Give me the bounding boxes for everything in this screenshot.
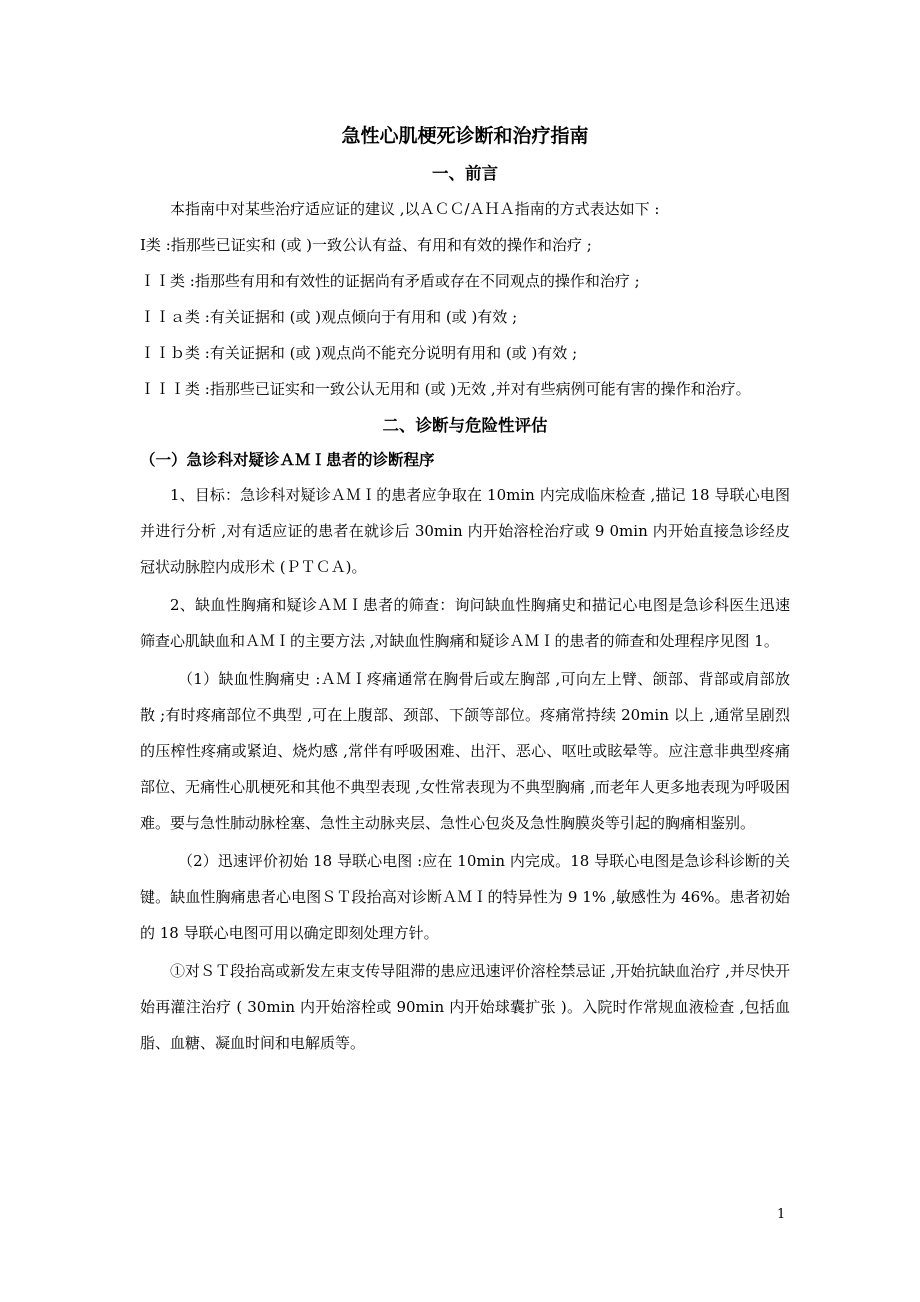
paragraph-goal: 1、目标：急诊科对疑诊ＡＭＩ的患者应争取在 10min 内完成临床检查 ,描记 18 导联心电图并进行分析 ,对有适应证的患者在就诊后 30min 内开始溶栓治疗或 9 0min 内开始直接急诊经皮冠状动脉腔内成形术 (ＰＴＣＡ)。 xyxy=(140,486,790,576)
preface-intro: 本指南中对某些治疗适应证的建议 ,以ＡＣＣ/ＡＨＡ指南的方式表达如下 : xyxy=(170,200,660,218)
class-2-definition: ＩＩ类 :指那些有用和有效性的证据尚有矛盾或存在不同观点的操作和治疗 ; xyxy=(140,272,640,290)
document-title: 急性心肌梗死诊断和治疗指南 xyxy=(341,125,589,147)
class-2b-definition: ＩＩｂ类 :有关证据和 (或 )观点尚不能充分说明有用和 (或 )有效 ; xyxy=(140,344,578,362)
class-1-definition: Ⅰ类 :指那些已证实和 (或 )一致公认有益、有用和有效的操作和治疗 ; xyxy=(140,236,592,254)
paragraph-chest-pain-history: （1）缺血性胸痛史 :ＡＭＩ疼痛通常在胸骨后或左胸部 ,可向左上臂、颌部、背部或肩部放散 ;有时疼痛部位不典型 ,可在上腹部、颈部、下颌等部位。疼痛常持续 20min 以上 ,通常呈剧烈的压榨性疼痛或紧迫、烧灼感 ,常伴有呼吸困难、出汗、恶心、呕吐或眩晕等。应注意非典型疼痛部位、无痛性心肌梗死和其他不典型表现 ,女性常表现为不典型胸痛 ,而老年人更多地表现为呼吸困难。要与急性肺动脉栓塞、急性主动脉夹层、急性心包炎及急性胸膜炎等引起的胸痛相鉴别。 xyxy=(140,670,790,832)
paragraph-st-elevation: ①对ＳＴ段抬高或新发左束支传导阻滞的患应迅速评价溶栓禁忌证 ,开始抗缺血治疗 ,并尽快开始再灌注治疗 ( 30min 内开始溶栓或 90min 内开始球囊扩张 )。入院时作常规血液检查 ,包括血脂、血糖、凝血时间和电解质等。 xyxy=(140,962,790,1052)
paragraph-ecg-evaluation: （2）迅速评价初始 18 导联心电图 :应在 10min 内完成。18 导联心电图是急诊科诊断的关键。缺血性胸痛患者心电图ＳＴ段抬高对诊断ＡＭＩ的特异性为 9 1% ,敏感性为 46%。患者初始的 18 导联心电图可用以确定即刻处理方针。 xyxy=(140,852,790,942)
class-3-definition: ＩＩＩ类 :指那些已证实和一致公认无用和 (或 )无效 ,并对有些病例可能有害的操作和治疗。 xyxy=(140,380,751,398)
page-number: 1 xyxy=(777,1207,786,1222)
paragraph-screening: 2、缺血性胸痛和疑诊ＡＭＩ患者的筛查：询问缺血性胸痛史和描记心电图是急诊科医生迅速筛查心肌缺血和ＡＭＩ的主要方法 ,对缺血性胸痛和疑诊ＡＭＩ的患者的筛查和处理程序见图 1。 xyxy=(140,596,790,650)
section-heading-preface: 一、前言 xyxy=(432,164,498,183)
subsection-heading-er-procedure: （一）急诊科对疑诊ＡＭＩ患者的诊断程序 xyxy=(140,451,435,469)
class-2a-definition: ＩＩａ类 :有关证据和 (或 )观点倾向于有用和 (或 )有效 ; xyxy=(140,308,518,326)
section-heading-diagnosis: 二、诊断与危险性评估 xyxy=(382,416,548,435)
document-body xyxy=(140,118,790,1061)
